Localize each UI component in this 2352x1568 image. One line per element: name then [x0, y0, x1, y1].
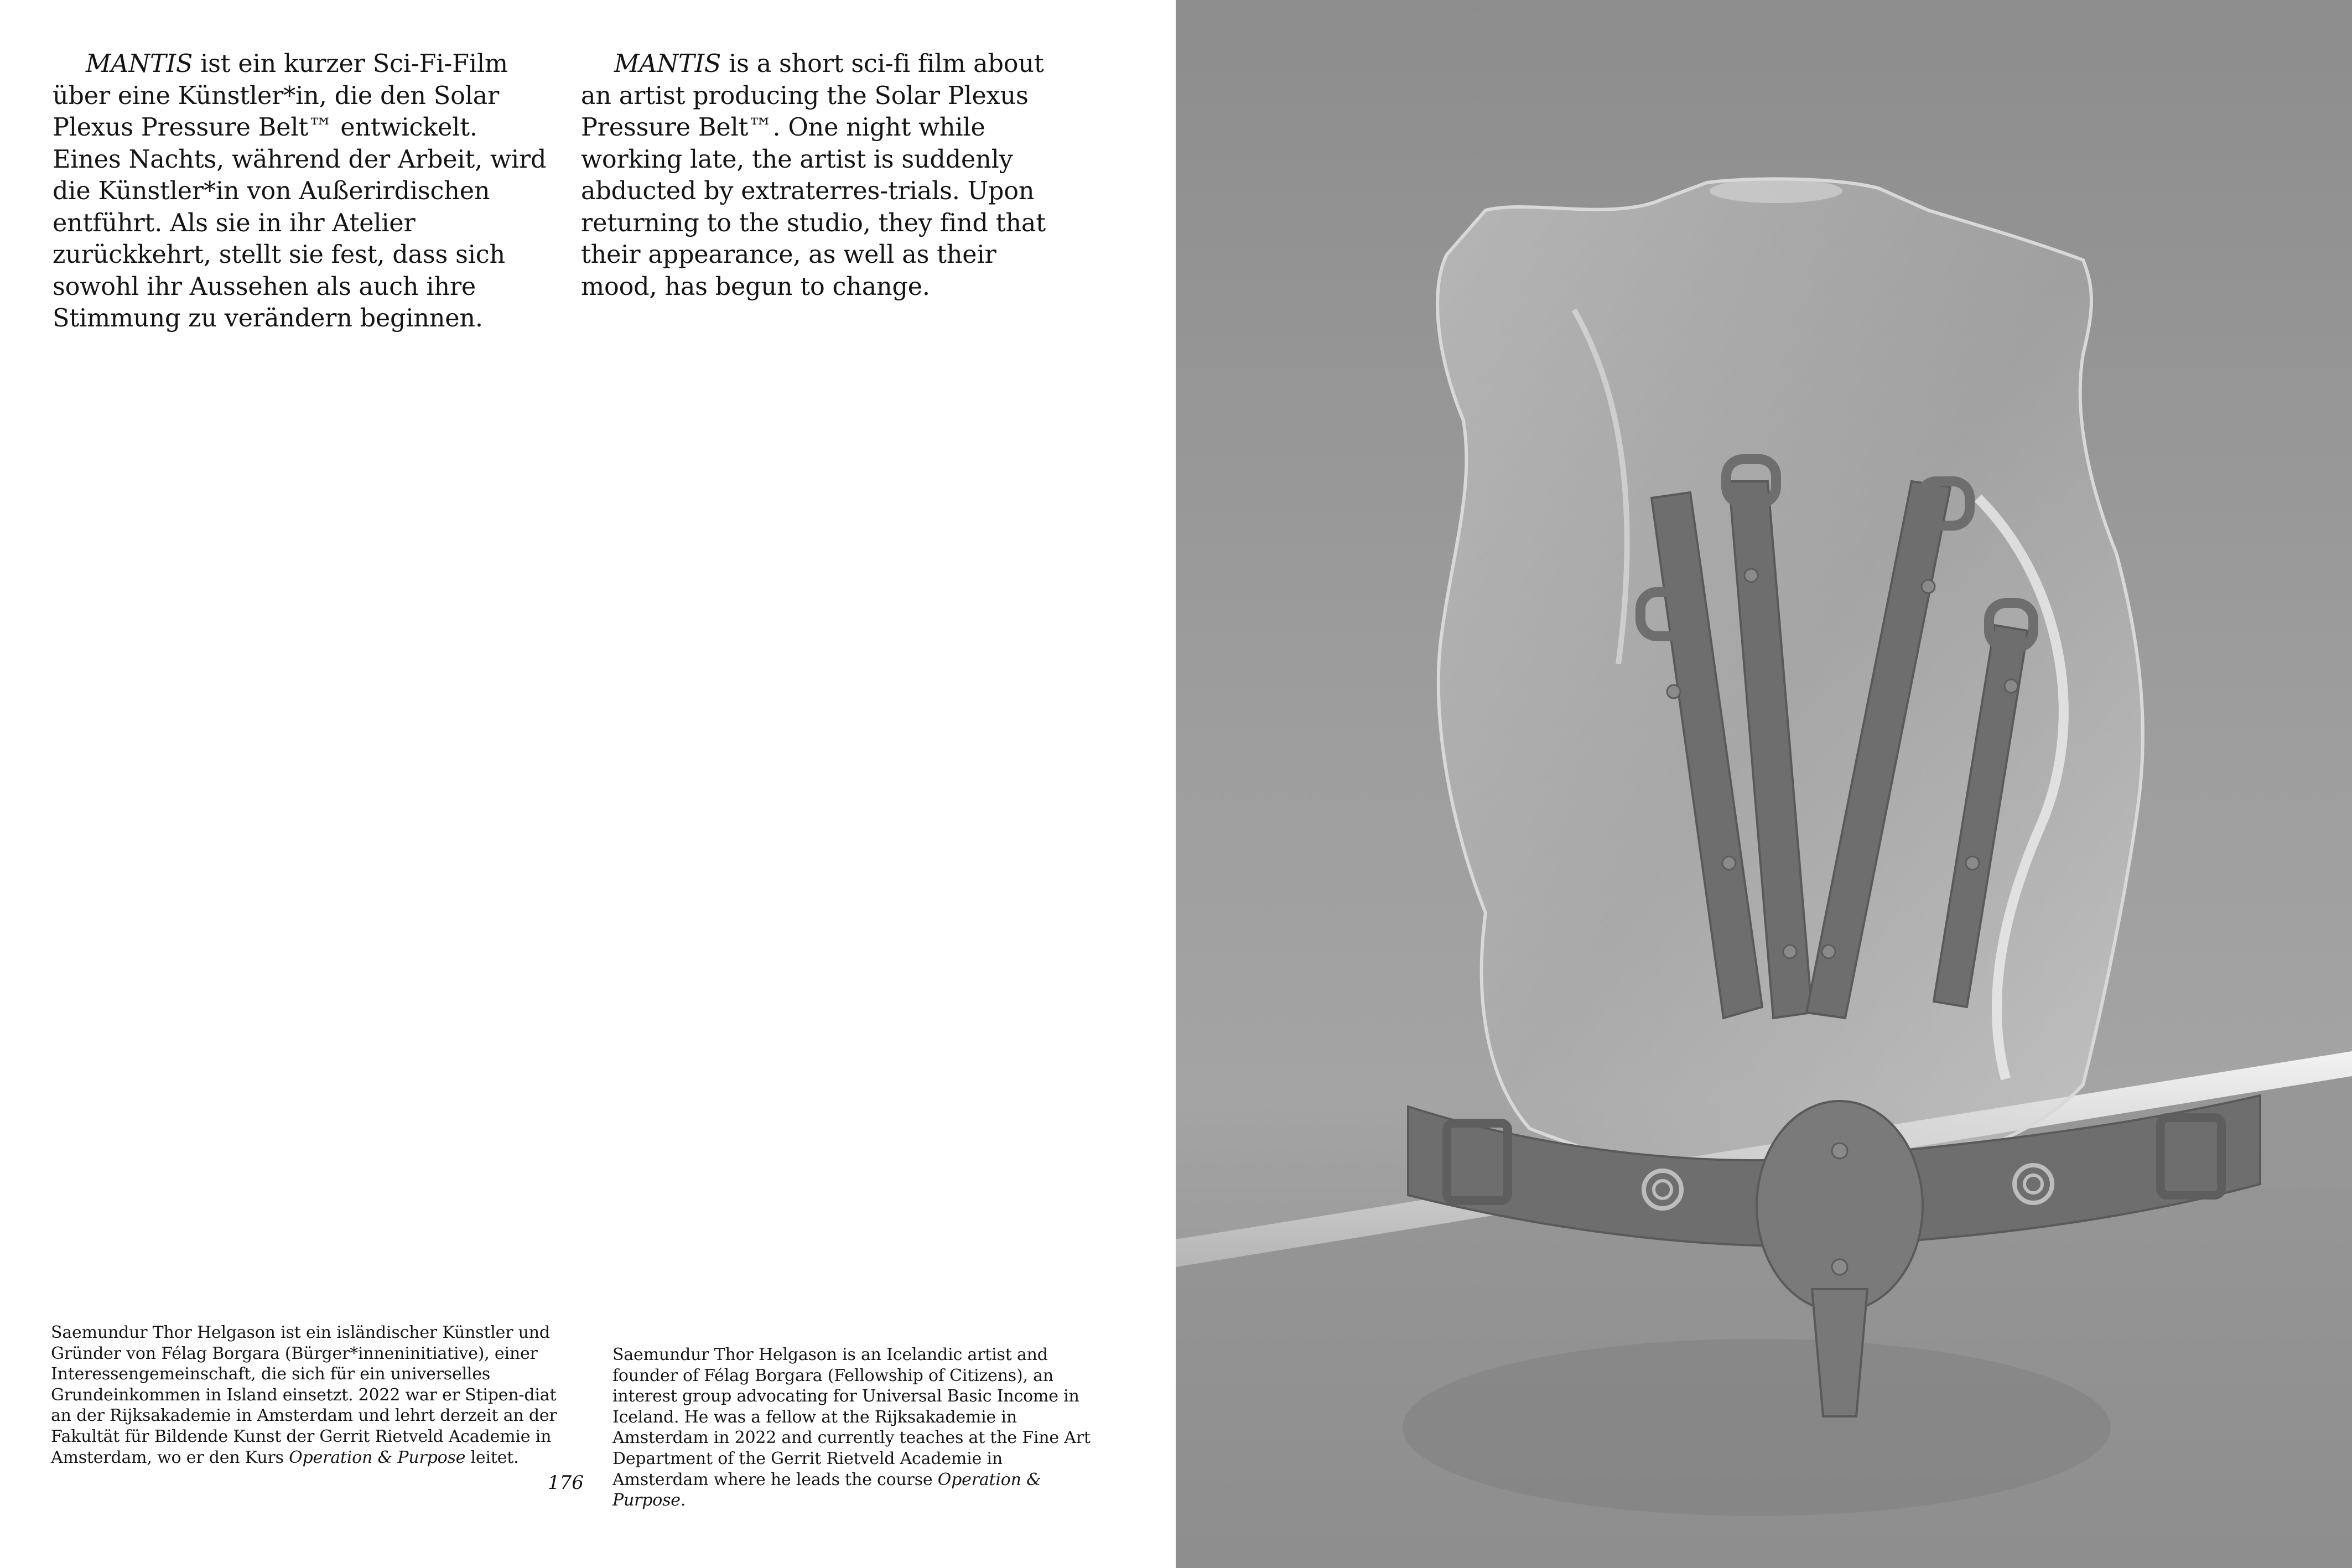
english-intro [581, 48, 1057, 303]
page-number: 176 [548, 1472, 584, 1494]
center-plate [1757, 1101, 1923, 1311]
film-title-de: MANTIS [86, 50, 193, 78]
photo-illustration [1176, 0, 2352, 1568]
rivet [1783, 945, 1797, 958]
english-bio [612, 1344, 1099, 1511]
rivet [1822, 945, 1835, 958]
rivet [1832, 1259, 1847, 1275]
harness-torso-photo [1176, 0, 2352, 1568]
german-bio-ending: leitet. [465, 1447, 519, 1467]
center-tab [1812, 1289, 1867, 1416]
neck-plate [1710, 179, 1842, 203]
german-intro [53, 48, 553, 335]
english-bio-course: Operation & Purpose [612, 1470, 1041, 1510]
reflection [1403, 1339, 2111, 1516]
acrylic-torso [1437, 179, 2143, 1185]
rivet [2005, 679, 2018, 693]
german-bio-course: Operation & Purpose [289, 1447, 466, 1467]
english-intro-paragraph [581, 48, 1057, 303]
english-bio-text: Saemundur Thor Helgason is an Icelandic artist and founder of Félag Borgara (Fellowship of Citizens), an interest group advocating for Universal Basic Income in Iceland. He was a fellow at the Rijksakademie in Amsterdam in 2022 and currently teaches at the Fine Art Department of the Gerrit Rietveld Academie in Amsterdam where he leads the course [612, 1345, 1091, 1489]
rivet [1966, 856, 1979, 870]
rivet [1667, 685, 1680, 698]
rivet [1744, 569, 1758, 582]
english-bio-ending: . [680, 1491, 686, 1510]
german-intro-paragraph [53, 48, 553, 335]
english-intro-text: is a short sci-fi film about an artist producing the Solar Plexus Pressure Belt™. One night while working late, the artist is suddenly abducted by extraterres-trials. Upon returning to the studio, they find that their appearance, as well as their mood, has begun to change. [581, 50, 1046, 301]
rivet [1722, 856, 1736, 870]
german-bio-text: Saemundur Thor Helgason ist ein isländischer Künstler und Gründer von Félag Borgara (Bürger*inneninitiative), einer Interessengemeinschaft, die sich für ein universelles Grundeinkommen in Island einsetzt. 2022 war er Stipen-diat an der Rijksakademie in Amsterdam und lehrt derzeit an der Fakultät für Bildende Kunst der Gerrit Rietveld Academie in Amsterdam, wo er den Kurs [51, 1323, 557, 1467]
german-bio [51, 1322, 571, 1468]
german-intro-text: ist ein kurzer Sci-Fi-Film über eine Künstler*in, die den Solar Plexus Pressure Belt™ entwickelt. Eines Nachts, während der Arbeit, wird die Künstler*in von Außerirdischen entführt. Als sie in ihr Atelier zurückkehrt, stellt sie fest, dass sich sowohl ihr Aussehen als auch ihre Stimmung zu verändern beginnen. [53, 50, 547, 333]
rivet [1922, 580, 1935, 593]
rivet [1832, 1143, 1847, 1159]
film-title-en: MANTIS [614, 50, 721, 78]
